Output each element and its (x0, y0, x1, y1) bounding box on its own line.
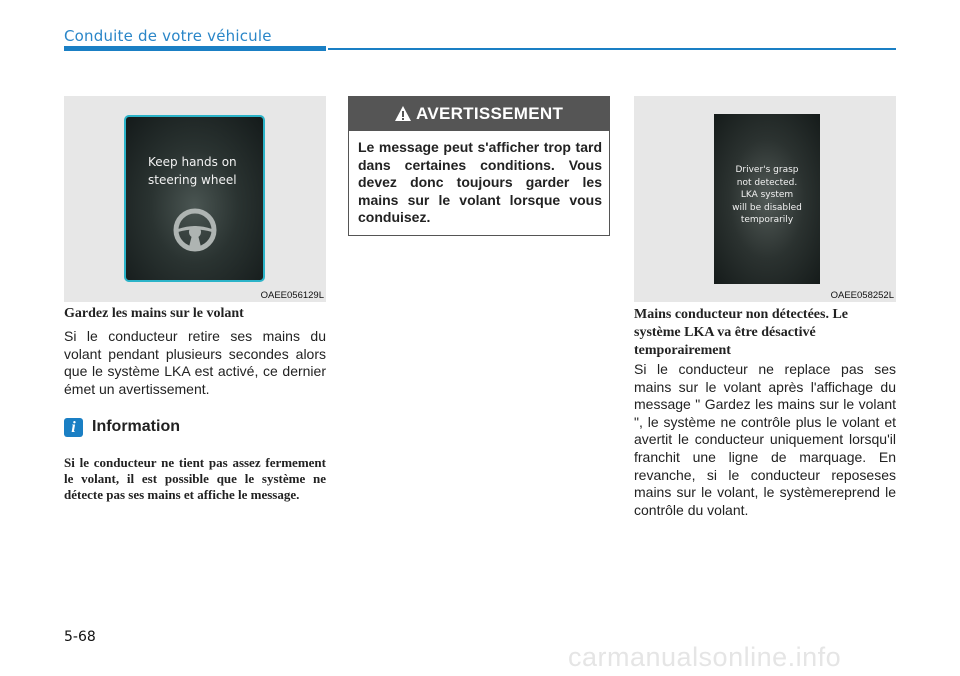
information-text: Si le conducteur ne tient pas assez fermement le volant, il est possible que le système ne détecte pas ses mains et affiche le message. (64, 455, 326, 502)
right-heading: Mains conducteur non détectées. Le système LKA va être désactivé temporairement (634, 307, 848, 358)
display-message: Keep hands on steering wheel (148, 155, 237, 187)
steering-wheel-icon (170, 205, 220, 255)
warning-box (348, 96, 610, 236)
header-rule-thick (64, 46, 326, 51)
cluster-display-grasp-not-detected (714, 114, 820, 284)
page-number: 5-68 (64, 629, 96, 645)
figure-code: OAEE056129L (260, 290, 324, 301)
header-rule-thin (328, 48, 896, 50)
cluster-display-hands-on (124, 115, 265, 282)
warning-triangle-icon (394, 105, 412, 122)
left-heading: Gardez les mains sur le volant (64, 306, 244, 321)
figure-code: OAEE058252L (830, 290, 894, 301)
information-title: Information (92, 418, 180, 435)
watermark: carmanualsonline.info (568, 642, 842, 672)
warning-text: Le message peut s'afficher trop tard dans certaines conditions. Vous devez donc toujours garder les mains sur le volant lorsque vous conduisez. (358, 139, 602, 225)
right-body: Si le conducteur ne replace pas ses mains sur le volant après l'affichage du message " Gardez les mains sur le volant ", le système ne contrôle plus le volant et avertit le conducteur uniquement lorsqu'il franchit une ligne de marquage. En revanche, si le conducteur reposeses mains sur le volant, le systèmereprend le contrôle du volant. (634, 361, 896, 518)
info-icon: i (64, 418, 83, 437)
display-message: Driver's grasp not detected. LKA system will be disabled temporarily (732, 165, 802, 225)
section-title: Conduite de votre véhicule (64, 27, 272, 45)
left-body: Si le conducteur retire ses mains du volant pendant plusieurs secondes alors que le système LKA est activé, ce dernier émet un avertissement. (64, 328, 326, 397)
warning-header (349, 97, 609, 131)
warning-title: AVERTISSEMENT (416, 104, 564, 123)
